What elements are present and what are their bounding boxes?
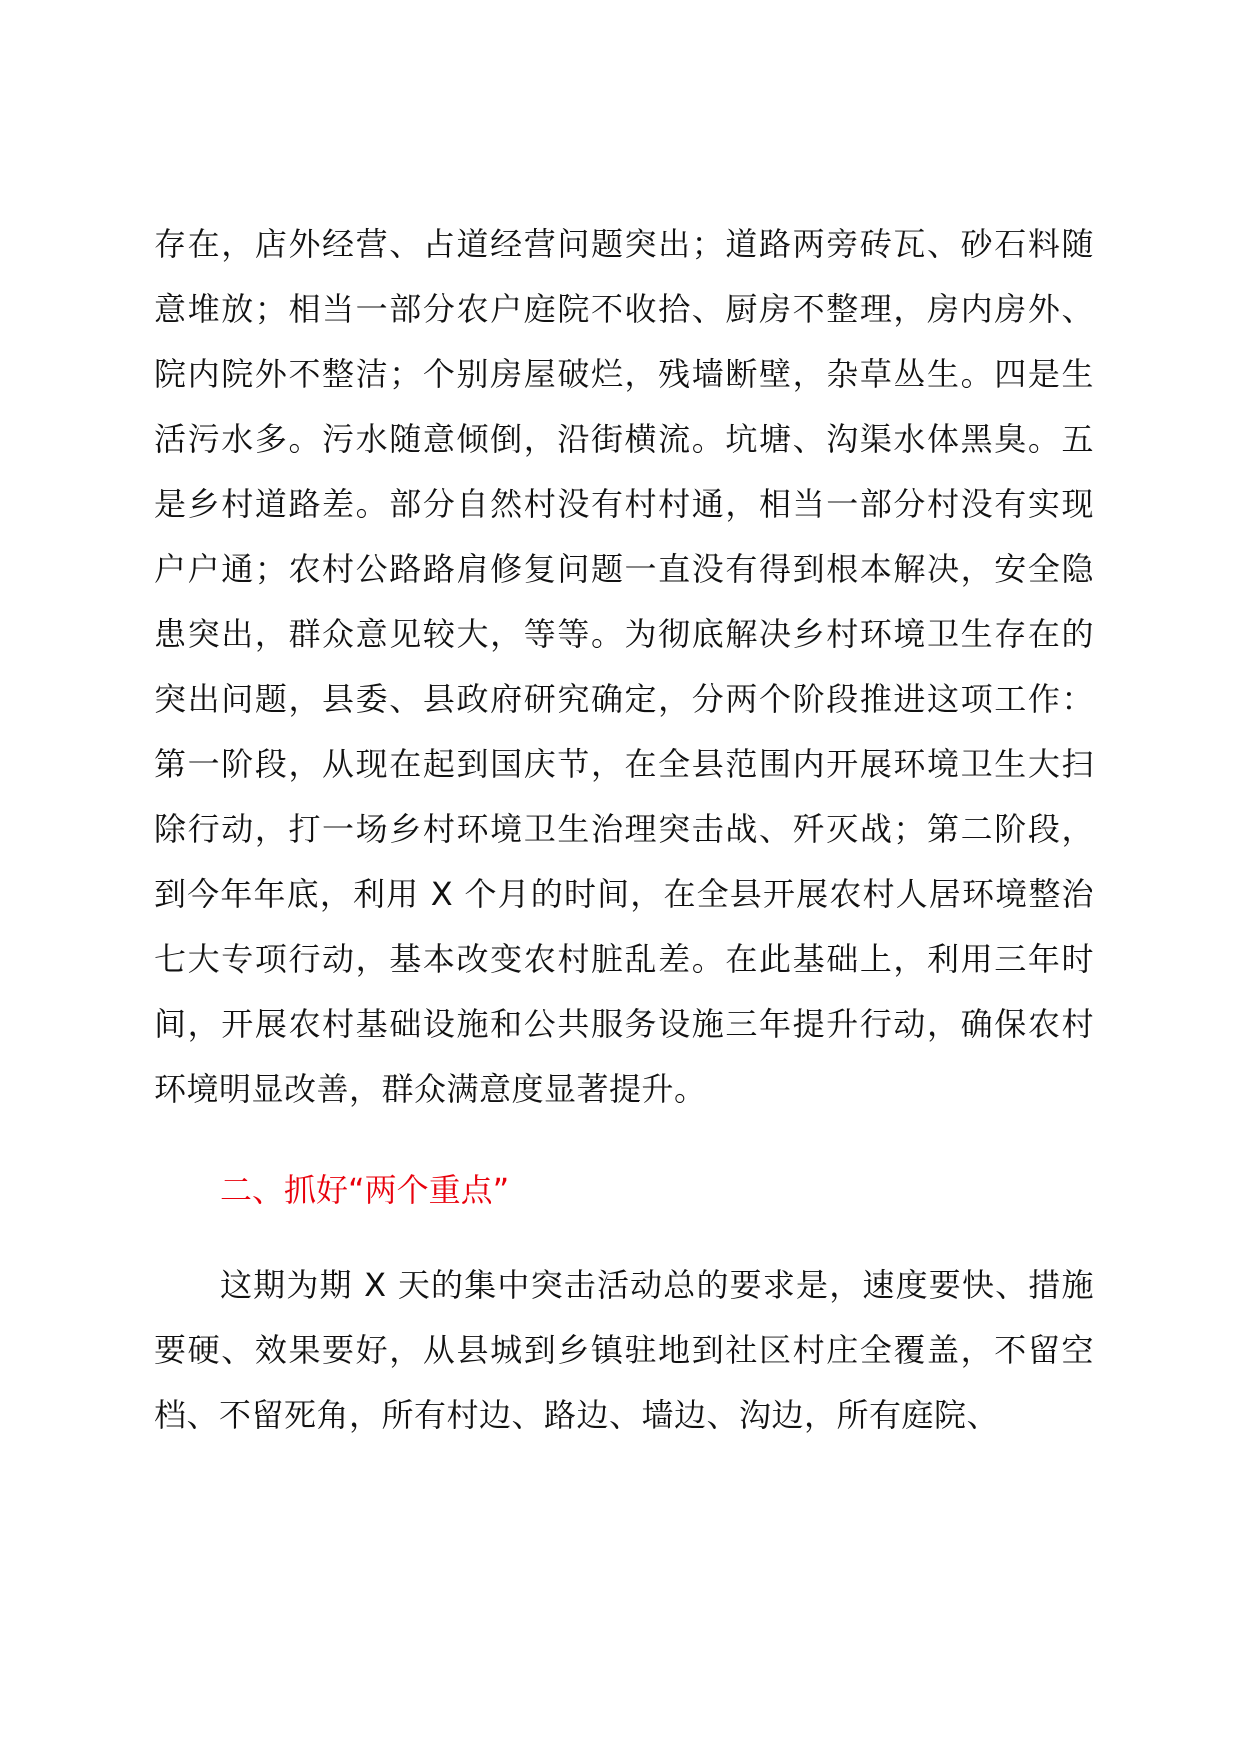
document-body <box>154 212 1094 1448</box>
body-paragraph: 这期为期 X 天的集中突击活动总的要求是，速度要快、措施要硬、效果要好，从县城到乡镇驻地到社区村庄全覆盖，不留空档、不留死角，所有村边、路边、墙边、沟边，所有庭院、 <box>154 1266 1094 1434</box>
body-paragraph: 存在，店外经营、占道经营问题突出；道路两旁砖瓦、砂石料随意堆放；相当一部分农户庭院不收拾、厨房不整理，房内房外、院内院外不整洁；个别房屋破烂，残墙断壁，杂草丛生。四是生活污水多。污水随意倾倒，沿街横流。坑塘、沟渠水体黑臭。五是乡村道路差。部分自然村没有村村通，相当一部分村没有实现户户通；农村公路路肩修复问题一直没有得到根本解决，安全隐患突出，群众意见较大，等等。为彻底解决乡村环境卫生存在的突出问题，县委、县政府研究确定，分两个阶段推进这项工作：第一阶段，从现在起到国庆节，在全县范围内开展环境卫生大扫除行动，打一场乡村环境卫生治理突击战、歼灭战；第二阶段，到今年年底，利用 X 个月的时间，在全县开展农村人居环境整治七大专项行动，基本改变农村脏乱差。在此基础上，利用三年时间，开展农村基础设施和公共服务设施三年提升行动，确保农村环境明显改善，群众满意度显著提升。 <box>154 225 1094 1108</box>
section-heading: 二、抓好“两个重点” <box>220 1171 510 1209</box>
